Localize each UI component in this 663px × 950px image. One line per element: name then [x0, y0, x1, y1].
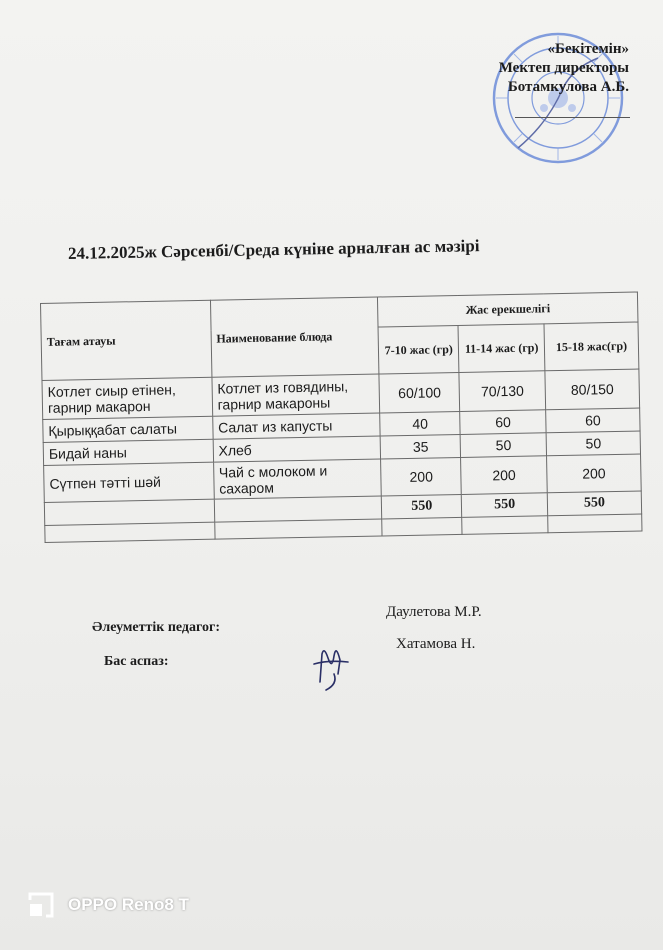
empty-cell [462, 516, 548, 535]
dish-kz: Бидай наны [43, 439, 213, 465]
approval-line-3: Ботамкулова А.Б. [507, 79, 629, 95]
dish-ru: Котлет из говядины, гарнир макароны [212, 374, 380, 416]
header-age-group: Жас ерекшелігі [378, 292, 638, 327]
watermark-text: OPPO Reno8 T [68, 895, 189, 914]
director-signature-line [515, 117, 630, 118]
portion-7-10: 40 [380, 411, 460, 436]
empty-cell [214, 519, 382, 539]
header-age-15-18: 15-18 жас(гр) [544, 322, 639, 371]
pedagog-name: Даулетова М.Р. [386, 604, 482, 620]
portion-15-18: 50 [546, 431, 640, 456]
document-title: 24.12.2025ж Сәрсенбі/Среда күніне арналған ас мәзірі [67, 236, 480, 263]
totals-empty-kz [44, 499, 214, 525]
totals-empty-ru [214, 496, 382, 522]
dish-kz: Котлет сиыр етінен, гарнир макарон [42, 377, 212, 419]
dish-ru: Чай с молоком и сахаром [213, 459, 381, 499]
menu-table-wrap [40, 292, 642, 543]
camera-watermark [26, 890, 189, 920]
portion-11-14: 60 [460, 410, 546, 435]
dish-ru: Хлеб [213, 436, 381, 462]
portion-11-14: 200 [461, 456, 548, 495]
menu-table [40, 292, 642, 543]
total-11-14: 550 [462, 493, 548, 518]
dish-kz: Қырыққабат салаты [43, 416, 213, 442]
total-15-18: 550 [547, 491, 641, 516]
cook-signature [308, 634, 352, 694]
total-7-10: 550 [382, 494, 462, 519]
approval-line-2: Мектеп директоры [498, 60, 629, 76]
empty-cell [548, 514, 642, 533]
oppo-frame-icon [26, 890, 56, 920]
cook-name: Хатамова Н. [396, 636, 476, 652]
portion-15-18: 80/150 [545, 369, 640, 410]
header-age-11-14: 11-14 жас (гр) [458, 324, 545, 372]
portion-7-10: 35 [380, 434, 460, 459]
approval-line-1: «Бекітемін» [547, 41, 629, 57]
portion-15-18: 200 [547, 454, 642, 493]
approval-block [439, 40, 629, 97]
portion-11-14: 50 [460, 433, 546, 458]
header-name-kz: Тағам атауы [41, 300, 212, 380]
pedagog-label: Әлеуметтік педагог: [92, 620, 221, 635]
header-name-ru: Наименование блюда [210, 297, 379, 377]
dish-kz: Сүтпен тәтті шәй [44, 462, 214, 502]
empty-cell [45, 522, 215, 542]
portion-11-14: 70/130 [459, 371, 546, 412]
portion-7-10: 60/100 [379, 372, 460, 413]
header-age-7-10: 7-10 жас (гр) [378, 326, 459, 374]
portion-15-18: 60 [546, 408, 640, 433]
portion-7-10: 200 [381, 457, 462, 496]
empty-cell [382, 517, 462, 536]
cook-label: Бас аспаз: [104, 654, 169, 669]
dish-ru: Салат из капусты [212, 413, 380, 439]
